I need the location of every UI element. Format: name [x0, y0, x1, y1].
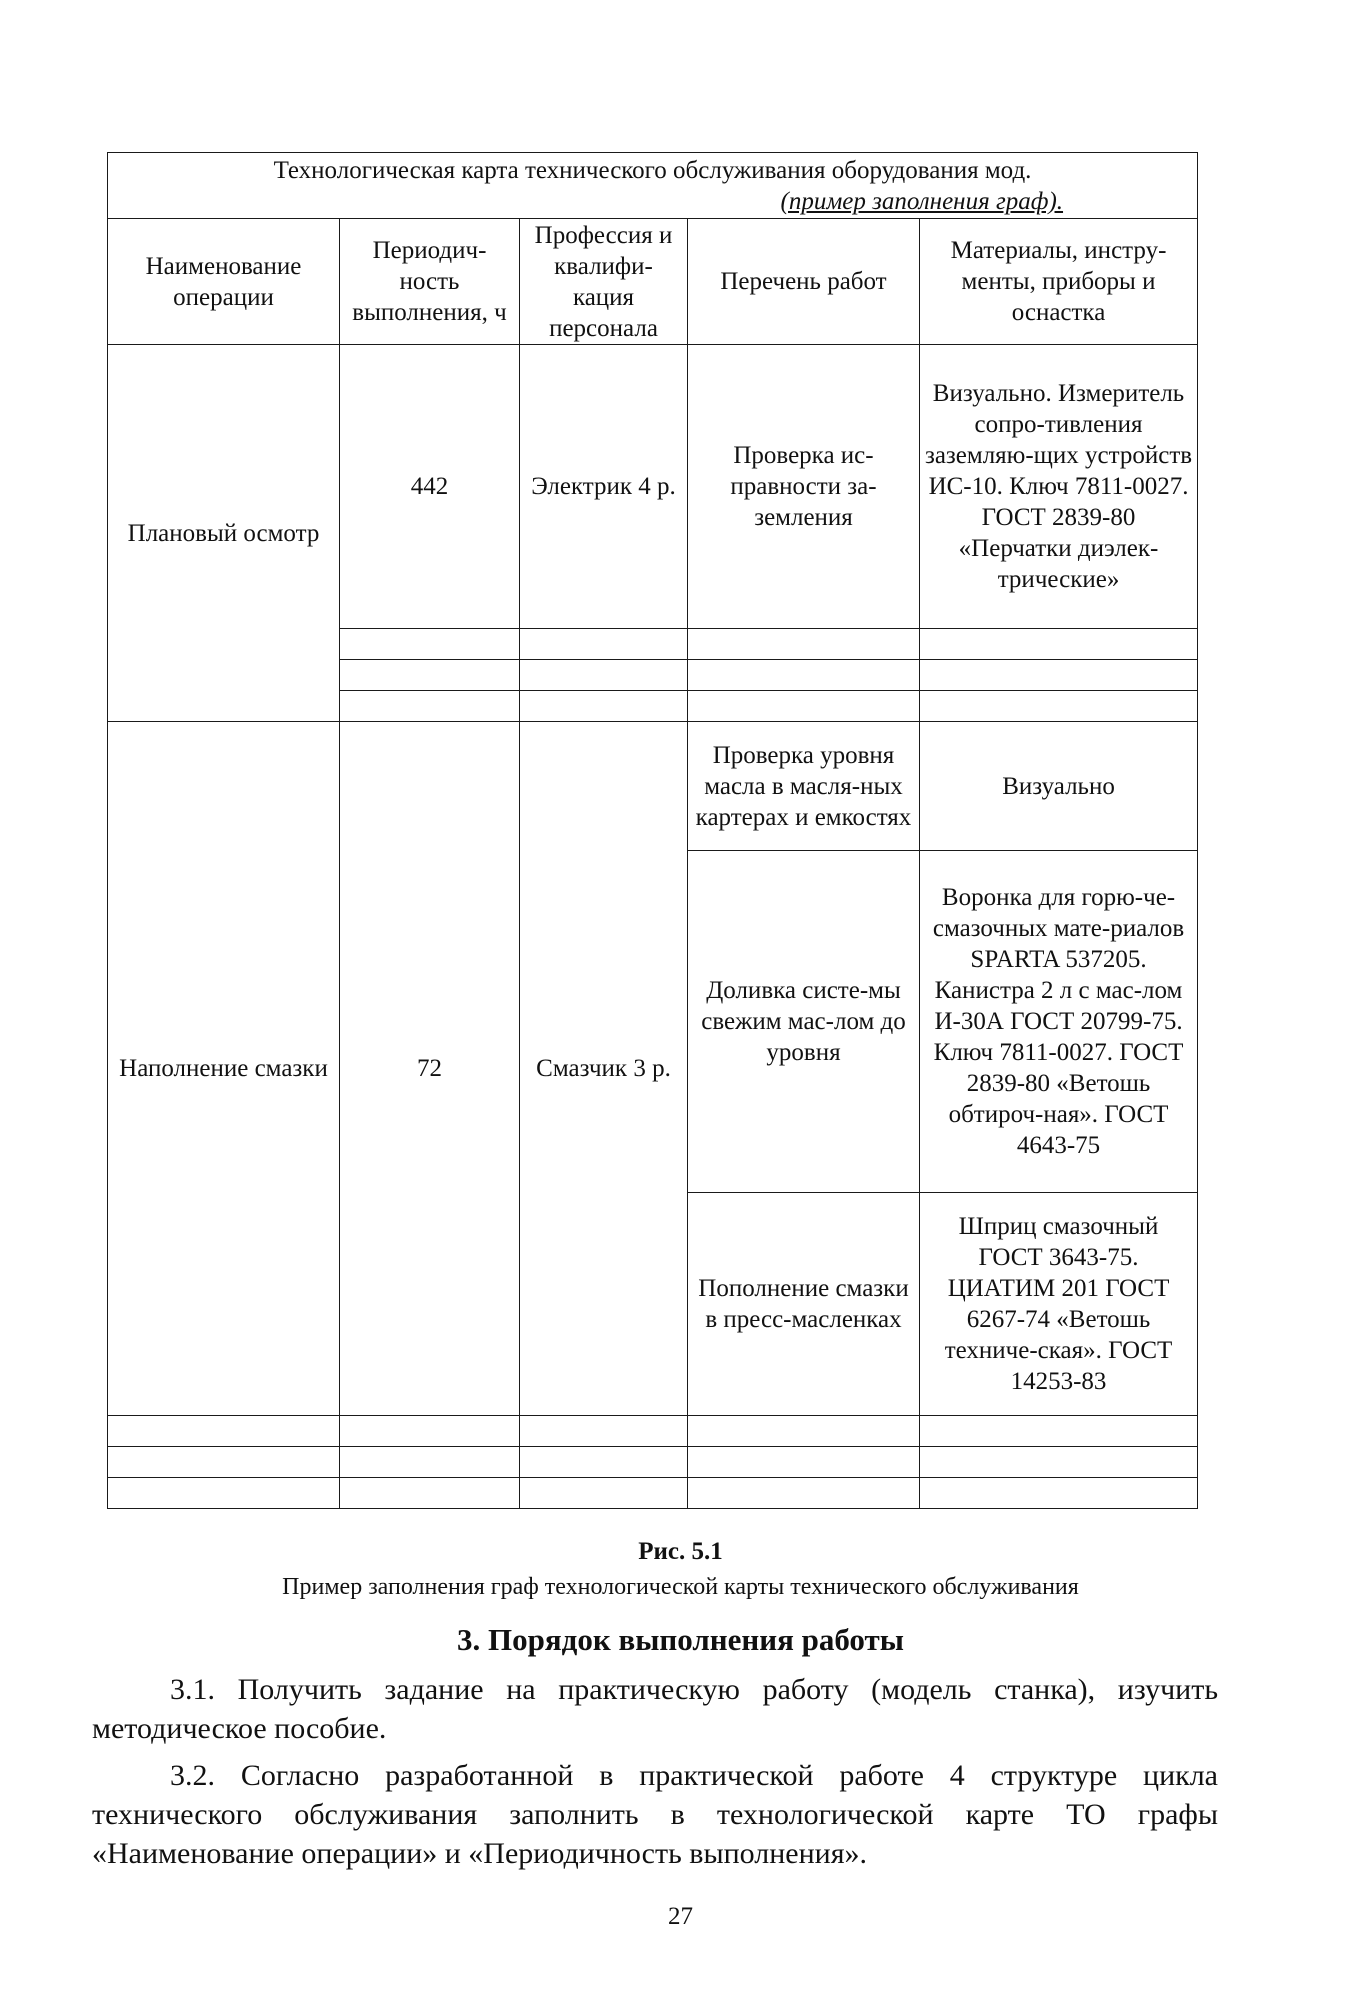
table-title-line1: Технологическая карта технического обслуживания оборудования мод.	[273, 156, 1032, 184]
cell-materials: Визуально	[920, 722, 1198, 851]
header-profession: Профессия и квалифи-кация персонала	[520, 219, 688, 345]
figure-caption: Пример заполнения граф технологической карты технического обслуживания	[282, 1574, 1079, 1600]
cell-materials: Воронка для горю-че-смазочных мате-риалов SPARTA 537205. Канистра 2 л с мас-лом И-30А ГОСТ 20799-75. Ключ 7811-0027. ГОСТ 2839-80 «Ветошь обтироч-ная». ГОСТ 4643-75	[920, 851, 1198, 1193]
table-row-empty	[108, 1416, 1198, 1447]
cell-operation: Наполнение смазки	[108, 722, 340, 1416]
figure-number: Рис. 5.1	[638, 1538, 723, 1565]
cell-periodicity: 72	[340, 722, 520, 1416]
header-materials: Материалы, инстру-менты, приборы и оснастка	[920, 219, 1198, 345]
cell-operation: Плановый осмотр	[108, 345, 340, 722]
table-title-row	[108, 153, 1198, 219]
cell-work: Пополнение смазки в пресс-масленках	[688, 1193, 920, 1416]
header-periodicity: Периодич-ность выполнения, ч	[340, 219, 520, 345]
header-operation: Наименование операции	[108, 219, 340, 345]
section-title: 3. Порядок выполнения работы	[457, 1622, 904, 1657]
table-title-line2: (пример заполнения граф).	[780, 187, 1064, 215]
table-title	[108, 153, 1198, 219]
header-works: Перечень работ	[688, 219, 920, 345]
table-row-empty	[108, 1478, 1198, 1509]
paragraph-3-1: 3.1. Получить задание на практическую работу (модель станка), изучить методическое пособие.	[92, 1673, 1218, 1745]
paragraph-3-2: 3.2. Согласно разработанной в практической работе 4 структуре цикла технического обслуживания заполнить в технологической карте ТО графы «Наименование операции» и «Периодичность выполнения».	[92, 1759, 1218, 1870]
table-row-empty	[108, 1447, 1198, 1478]
table-header-row	[108, 219, 1198, 345]
cell-profession: Смазчик 3 р.	[520, 722, 688, 1416]
maintenance-card-table	[107, 152, 1198, 1509]
cell-profession: Электрик 4 р.	[520, 345, 688, 629]
cell-work: Доливка систе-мы свежим мас-лом до уровня	[688, 851, 920, 1193]
cell-periodicity: 442	[340, 345, 520, 629]
table-row	[108, 722, 1198, 851]
page-number: 27	[668, 1903, 693, 1930]
cell-work: Проверка ис-правности за-земления	[688, 345, 920, 629]
cell-materials: Шприц смазочный ГОСТ 3643-75. ЦИАТИМ 201 ГОСТ 6267-74 «Ветошь техниче-ская». ГОСТ 14253-83	[920, 1193, 1198, 1416]
table-row	[108, 345, 1198, 629]
cell-materials: Визуально. Измеритель сопро-тивления заземляю-щих устройств ИС-10. Ключ 7811-0027. ГОСТ 2839-80 «Перчатки диэлек-трические»	[920, 345, 1198, 629]
cell-work: Проверка уровня масла в масля-ных картерах и емкостях	[688, 722, 920, 851]
